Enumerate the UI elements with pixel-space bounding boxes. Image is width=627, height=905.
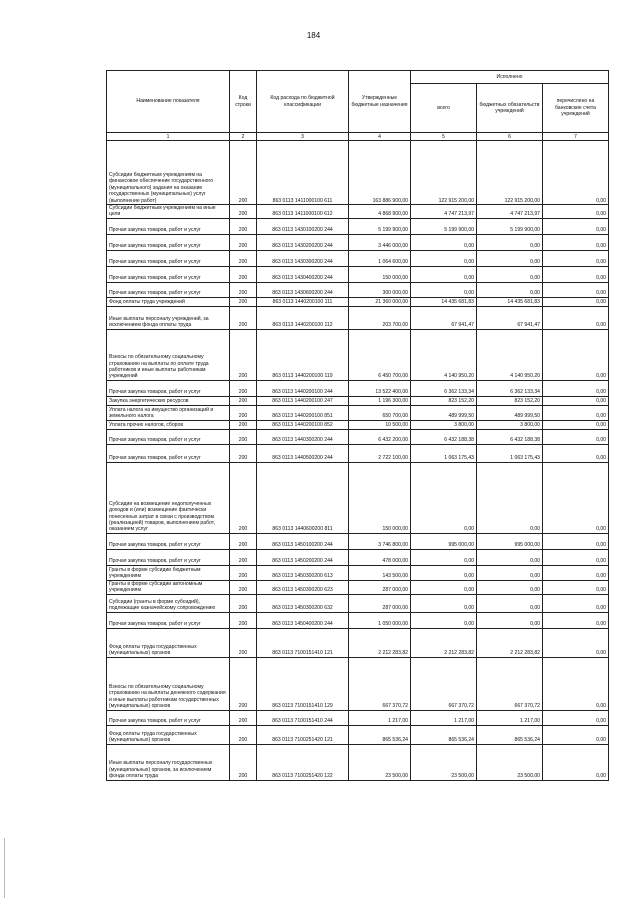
row-budget-obligations: 0,00	[477, 612, 543, 628]
row-line-code: 200	[230, 725, 257, 744]
row-name: Прочая закупка товаров, работ и услуг	[107, 549, 230, 565]
row-approved: 287 000,00	[349, 580, 411, 594]
row-expense-code: 863 0113 1450300200 632	[257, 594, 349, 612]
row-name: Закупка энергетических ресурсов	[107, 396, 230, 405]
row-line-code: 200	[230, 282, 257, 297]
row-executed-total: 0,00	[411, 594, 477, 612]
header-approved: Утвержденные бюджетные назначения	[349, 71, 411, 133]
row-transferred: 0,00	[543, 710, 609, 725]
row-name: Прочая закупка товаров, работ и услуг	[107, 250, 230, 266]
row-budget-obligations: 23 500,00	[477, 744, 543, 780]
row-line-code: 200	[230, 250, 257, 266]
row-approved: 667 370,72	[349, 657, 411, 710]
row-approved: 4 868 900,00	[349, 205, 411, 219]
row-budget-obligations: 0,00	[477, 282, 543, 297]
row-expense-code: 863 0113 1411000100 612	[257, 205, 349, 219]
table-row	[107, 444, 609, 462]
row-line-code: 200	[230, 657, 257, 710]
row-line-code: 200	[230, 565, 257, 580]
row-transferred: 0,00	[543, 744, 609, 780]
row-expense-code: 863 0113 1440300200 244	[257, 429, 349, 444]
row-executed-total: 3 800,00	[411, 420, 477, 429]
row-line-code: 200	[230, 594, 257, 612]
row-expense-code: 863 0113 1430300200 244	[257, 250, 349, 266]
row-line-code: 200	[230, 628, 257, 657]
row-approved: 163 886 900,00	[349, 141, 411, 205]
row-approved: 10 500,00	[349, 420, 411, 429]
row-executed-total: 0,00	[411, 250, 477, 266]
row-line-code: 200	[230, 306, 257, 329]
row-approved: 650 700,00	[349, 405, 411, 420]
row-transferred: 0,00	[543, 405, 609, 420]
row-transferred: 0,00	[543, 594, 609, 612]
row-transferred: 0,00	[543, 420, 609, 429]
row-name: Гранты в форме субсидии бюджетным учреждениям	[107, 565, 230, 580]
row-budget-obligations: 0,00	[477, 565, 543, 580]
row-name: Прочая закупка товаров, работ и услуг	[107, 710, 230, 725]
row-approved: 143 500,00	[349, 565, 411, 580]
table-row	[107, 282, 609, 297]
table-row	[107, 420, 609, 429]
row-name: Субсидии (гранты в форме субсидий), подлежащие казначейскому сопровождению	[107, 594, 230, 612]
row-executed-total: 5 199 900,00	[411, 218, 477, 234]
row-name: Субсидии бюджетным учреждениям на финансовое обеспечение государственного (муниципального) задания на оказание государственных (муниципальных) услуг (выполнение работ)	[107, 141, 230, 205]
row-executed-total: 0,00	[411, 565, 477, 580]
row-approved: 1 050 000,00	[349, 612, 411, 628]
table-row	[107, 234, 609, 250]
row-name: Прочая закупка товаров, работ и услуг	[107, 380, 230, 396]
row-transferred: 0,00	[543, 141, 609, 205]
row-name: Субсидии на возмещение недополученных доходов и (или) возмещение фактически понесенных затрат в связи с производством (реализацией) товаров, выполнением работ, оказанием услуг	[107, 462, 230, 533]
row-budget-obligations: 0,00	[477, 250, 543, 266]
row-name: Уплата прочих налогов, сборов	[107, 420, 230, 429]
row-expense-code: 863 0113 1430100200 244	[257, 218, 349, 234]
row-line-code: 200	[230, 141, 257, 205]
row-budget-obligations: 0,00	[477, 234, 543, 250]
row-budget-obligations: 3 800,00	[477, 420, 543, 429]
row-executed-total: 667 370,72	[411, 657, 477, 710]
table-row	[107, 549, 609, 565]
row-transferred: 0,00	[543, 444, 609, 462]
row-executed-total: 995 000,00	[411, 533, 477, 549]
column-number: 5	[411, 133, 477, 141]
row-executed-total: 1 063 175,43	[411, 444, 477, 462]
row-approved: 865 536,24	[349, 725, 411, 744]
column-number: 1	[107, 133, 230, 141]
row-executed-total: 823 152,20	[411, 396, 477, 405]
row-transferred: 0,00	[543, 306, 609, 329]
row-transferred: 0,00	[543, 250, 609, 266]
row-executed-total: 6 362 133,34	[411, 380, 477, 396]
row-approved: 1 064 600,00	[349, 250, 411, 266]
header-expense-code: Код расхода по бюджетной классификации	[257, 71, 349, 133]
row-budget-obligations: 0,00	[477, 580, 543, 594]
row-executed-total: 67 941,47	[411, 306, 477, 329]
row-expense-code: 863 0113 1430600200 244	[257, 282, 349, 297]
header-name: Наименование показателя	[107, 71, 230, 133]
row-budget-obligations: 4 747 213,97	[477, 205, 543, 219]
row-executed-total: 6 432 188,38	[411, 429, 477, 444]
row-approved: 21 360 000,00	[349, 297, 411, 306]
row-transferred: 0,00	[543, 612, 609, 628]
row-name: Уплата налога на имущество организаций и земельного налога	[107, 405, 230, 420]
row-executed-total: 23 500,00	[411, 744, 477, 780]
row-approved: 6 432 200,00	[349, 429, 411, 444]
row-name: Иные выплаты персоналу учреждений, за исключением фонда оплаты труда	[107, 306, 230, 329]
row-line-code: 200	[230, 612, 257, 628]
row-name: Субсидии бюджетным учреждениям на иные цели	[107, 205, 230, 219]
row-budget-obligations: 4 140 950,20	[477, 329, 543, 380]
row-approved: 1 196 300,00	[349, 396, 411, 405]
row-budget-obligations: 1 217,00	[477, 710, 543, 725]
row-transferred: 0,00	[543, 282, 609, 297]
row-transferred: 0,00	[543, 396, 609, 405]
row-name: Прочая закупка товаров, работ и услуг	[107, 266, 230, 282]
row-expense-code: 863 0113 1440200100 851	[257, 405, 349, 420]
table-row	[107, 250, 609, 266]
row-line-code: 200	[230, 380, 257, 396]
row-budget-obligations: 5 199 900,00	[477, 218, 543, 234]
row-executed-total: 0,00	[411, 462, 477, 533]
row-executed-total: 4 140 950,20	[411, 329, 477, 380]
table-row	[107, 405, 609, 420]
column-number: 3	[257, 133, 349, 141]
row-name: Прочая закупка товаров, работ и услуг	[107, 533, 230, 549]
row-expense-code: 863 0113 1440200100 244	[257, 380, 349, 396]
row-name: Прочая закупка товаров, работ и услуг	[107, 234, 230, 250]
row-budget-obligations: 0,00	[477, 549, 543, 565]
row-line-code: 200	[230, 329, 257, 380]
row-budget-obligations: 0,00	[477, 462, 543, 533]
row-name: Гранты в форме субсидии автономным учреждениям	[107, 580, 230, 594]
row-transferred: 0,00	[543, 205, 609, 219]
row-transferred: 0,00	[543, 549, 609, 565]
row-expense-code: 863 0113 1430400200 244	[257, 266, 349, 282]
row-executed-total: 0,00	[411, 580, 477, 594]
row-expense-code: 863 0113 1450400200 244	[257, 612, 349, 628]
row-transferred: 0,00	[543, 218, 609, 234]
table-row	[107, 141, 609, 205]
table-row	[107, 628, 609, 657]
row-transferred: 0,00	[543, 329, 609, 380]
row-transferred: 0,00	[543, 657, 609, 710]
row-name: Прочая закупка товаров, работ и услуг	[107, 612, 230, 628]
row-expense-code: 863 0113 7100151410 121	[257, 628, 349, 657]
column-number: 7	[543, 133, 609, 141]
row-line-code: 200	[230, 533, 257, 549]
row-expense-code: 863 0113 1450300200 623	[257, 580, 349, 594]
row-name: Взносы по обязательному социальному страхованию на выплаты денежного содержания и иные выплаты работникам государственных (муниципальных) органов	[107, 657, 230, 710]
row-approved: 2 722 100,00	[349, 444, 411, 462]
row-transferred: 0,00	[543, 429, 609, 444]
row-budget-obligations: 865 536,24	[477, 725, 543, 744]
row-expense-code: 863 0113 1440200100 111	[257, 297, 349, 306]
row-executed-total: 1 217,00	[411, 710, 477, 725]
row-executed-total: 122 915 200,00	[411, 141, 477, 205]
row-line-code: 200	[230, 218, 257, 234]
row-expense-code: 863 0113 7100251420 121	[257, 725, 349, 744]
table-row	[107, 380, 609, 396]
row-expense-code: 863 0113 1440200100 247	[257, 396, 349, 405]
table-row	[107, 306, 609, 329]
row-line-code: 200	[230, 462, 257, 533]
row-transferred: 0,00	[543, 565, 609, 580]
table-row	[107, 462, 609, 533]
row-approved: 478 000,00	[349, 549, 411, 565]
table-row	[107, 218, 609, 234]
table-row	[107, 429, 609, 444]
row-transferred: 0,00	[543, 533, 609, 549]
row-approved: 1 217,00	[349, 710, 411, 725]
row-expense-code: 863 0113 1450100200 244	[257, 533, 349, 549]
row-budget-obligations: 489 999,50	[477, 405, 543, 420]
row-line-code: 200	[230, 580, 257, 594]
row-name: Фонд оплаты труда учреждений	[107, 297, 230, 306]
row-executed-total: 14 435 681,83	[411, 297, 477, 306]
row-name: Фонд оплаты труда государственных (муниципальных) органов	[107, 725, 230, 744]
row-approved: 3 746 800,00	[349, 533, 411, 549]
row-approved: 13 522 400,00	[349, 380, 411, 396]
table-row	[107, 725, 609, 744]
row-expense-code: 863 0113 7100251420 122	[257, 744, 349, 780]
table-row	[107, 205, 609, 219]
row-expense-code: 863 0113 1440200100 119	[257, 329, 349, 380]
row-line-code: 200	[230, 405, 257, 420]
row-expense-code: 863 0113 1440200100 112	[257, 306, 349, 329]
table-row	[107, 710, 609, 725]
table-row	[107, 744, 609, 780]
row-transferred: 0,00	[543, 234, 609, 250]
row-expense-code: 863 0113 1430200200 244	[257, 234, 349, 250]
header-total: всего	[411, 84, 477, 133]
column-number: 6	[477, 133, 543, 141]
row-name: Прочая закупка товаров, работ и услуг	[107, 218, 230, 234]
table-row	[107, 266, 609, 282]
row-line-code: 200	[230, 297, 257, 306]
row-name: Взносы по обязательному социальному страхованию на выплаты по оплате труда работников и иные выплаты работникам учреждений	[107, 329, 230, 380]
row-budget-obligations: 122 915 200,00	[477, 141, 543, 205]
row-approved: 300 000,00	[349, 282, 411, 297]
row-expense-code: 863 0113 1411000100 611	[257, 141, 349, 205]
row-transferred: 0,00	[543, 266, 609, 282]
row-line-code: 200	[230, 205, 257, 219]
row-transferred: 0,00	[543, 725, 609, 744]
table-row	[107, 565, 609, 580]
table-row	[107, 580, 609, 594]
table-row	[107, 329, 609, 380]
row-name: Прочая закупка товаров, работ и услуг	[107, 444, 230, 462]
row-budget-obligations: 14 435 681,83	[477, 297, 543, 306]
row-line-code: 200	[230, 549, 257, 565]
row-expense-code: 863 0113 1450200200 244	[257, 549, 349, 565]
row-budget-obligations: 1 063 175,43	[477, 444, 543, 462]
row-line-code: 200	[230, 396, 257, 405]
row-executed-total: 0,00	[411, 266, 477, 282]
table-row	[107, 657, 609, 710]
row-line-code: 200	[230, 266, 257, 282]
scan-edge-mark	[4, 838, 5, 898]
row-approved: 150 000,00	[349, 462, 411, 533]
row-expense-code: 863 0113 1450300200 613	[257, 565, 349, 580]
row-budget-obligations: 995 000,00	[477, 533, 543, 549]
row-line-code: 200	[230, 710, 257, 725]
page-number: 184	[306, 31, 321, 40]
row-budget-obligations: 6 432 188,38	[477, 429, 543, 444]
budget-execution-table	[106, 70, 609, 781]
column-number: 4	[349, 133, 411, 141]
row-transferred: 0,00	[543, 462, 609, 533]
header-line-code: Код строки	[230, 71, 257, 133]
row-budget-obligations: 67 941,47	[477, 306, 543, 329]
row-line-code: 200	[230, 429, 257, 444]
row-approved: 6 450 700,00	[349, 329, 411, 380]
row-transferred: 0,00	[543, 580, 609, 594]
row-executed-total: 0,00	[411, 549, 477, 565]
column-number: 2	[230, 133, 257, 141]
row-expense-code: 863 0113 1440500200 244	[257, 444, 349, 462]
row-executed-total: 489 999,50	[411, 405, 477, 420]
row-approved: 23 500,00	[349, 744, 411, 780]
column-number-row	[107, 133, 609, 141]
row-name: Фонд оплаты труда государственных (муниципальных) органов	[107, 628, 230, 657]
row-name: Иные выплаты персоналу государственных (муниципальных) органов, за исключением фонда оплаты труда	[107, 744, 230, 780]
row-executed-total: 0,00	[411, 234, 477, 250]
row-executed-total: 0,00	[411, 282, 477, 297]
row-executed-total: 2 212 283,82	[411, 628, 477, 657]
row-approved: 287 000,00	[349, 594, 411, 612]
row-expense-code: 863 0113 1440600200 811	[257, 462, 349, 533]
row-approved: 203 700,00	[349, 306, 411, 329]
header-budget-obligations: бюджетных обязательств учреждений	[477, 84, 543, 133]
row-expense-code: 863 0113 1440200100 852	[257, 420, 349, 429]
row-name: Прочая закупка товаров, работ и услуг	[107, 282, 230, 297]
row-transferred: 0,00	[543, 297, 609, 306]
table-row	[107, 396, 609, 405]
row-transferred: 0,00	[543, 380, 609, 396]
row-budget-obligations: 2 212 283,82	[477, 628, 543, 657]
row-name: Прочая закупка товаров, работ и услуг	[107, 429, 230, 444]
row-budget-obligations: 667 370,72	[477, 657, 543, 710]
row-executed-total: 4 747 213,97	[411, 205, 477, 219]
row-budget-obligations: 0,00	[477, 594, 543, 612]
row-transferred: 0,00	[543, 628, 609, 657]
row-approved: 150 000,00	[349, 266, 411, 282]
row-line-code: 200	[230, 744, 257, 780]
row-line-code: 200	[230, 420, 257, 429]
table-row	[107, 297, 609, 306]
row-approved: 5 199 900,00	[349, 218, 411, 234]
table-row	[107, 612, 609, 628]
row-expense-code: 863 0113 7100151410 129	[257, 657, 349, 710]
row-expense-code: 863 0113 7100151410 244	[257, 710, 349, 725]
row-executed-total: 865 536,24	[411, 725, 477, 744]
row-budget-obligations: 6 362 133,34	[477, 380, 543, 396]
row-budget-obligations: 0,00	[477, 266, 543, 282]
row-line-code: 200	[230, 234, 257, 250]
row-approved: 2 212 283,82	[349, 628, 411, 657]
table-row	[107, 533, 609, 549]
row-executed-total: 0,00	[411, 612, 477, 628]
header-transferred: перечислено на банковские счета учреждений	[543, 84, 609, 133]
header-executed: Исполнено	[411, 71, 609, 84]
table-row	[107, 594, 609, 612]
row-budget-obligations: 823 152,20	[477, 396, 543, 405]
row-line-code: 200	[230, 444, 257, 462]
row-approved: 3 446 000,00	[349, 234, 411, 250]
